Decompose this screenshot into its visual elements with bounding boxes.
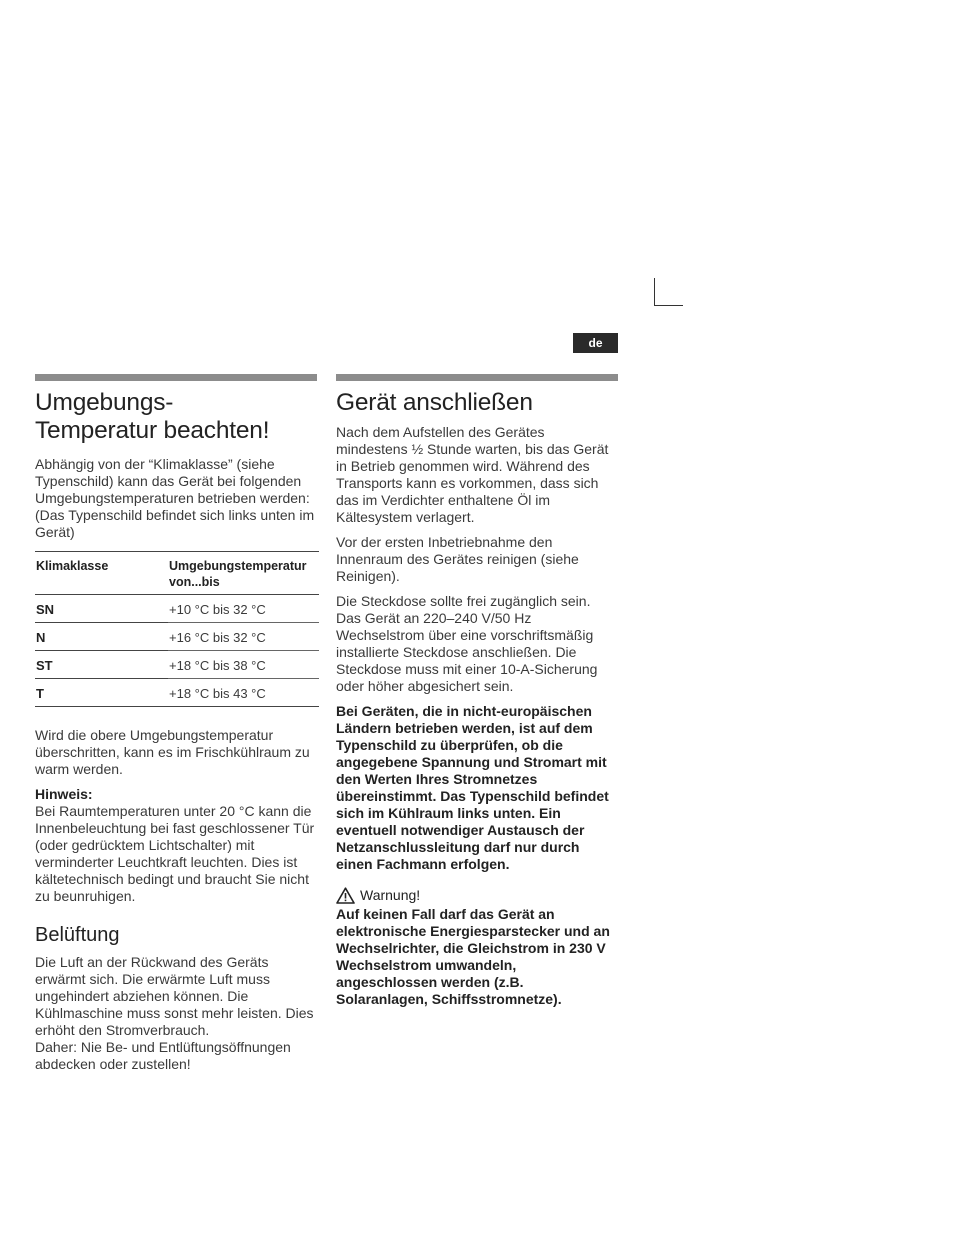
temperature-range-cell: +18 °C bis 38 °C <box>168 651 319 679</box>
table-row <box>35 595 319 623</box>
climate-class-cell: N <box>35 623 168 651</box>
temperature-range-cell: +10 °C bis 32 °C <box>168 595 319 623</box>
column-header-climate-class: Klimaklasse <box>36 559 109 573</box>
right-column <box>336 374 618 1016</box>
column-header-temperature <box>168 552 319 595</box>
table-header-row <box>35 552 319 595</box>
section-heading-ambient-temperature <box>35 389 317 445</box>
table-row <box>35 623 319 651</box>
table-row <box>35 651 319 679</box>
temperature-range-cell: +16 °C bis 32 °C <box>168 623 319 651</box>
language-badge: de <box>573 333 618 353</box>
section-rule <box>35 374 317 381</box>
connect-paragraph-3: Die Steckdose sollte frei zugänglich sein. Das Gerät an 220–240 V/50 Hz Wechselstrom über eine vorschriftsmäßig installierte Steckdose anschließen. Die Steckdose muss mit einer 10-A-Sicherung oder höher abgesichert sein. <box>336 593 598 694</box>
connect-paragraph-1: Nach dem Aufstellen des Gerätes mindestens ½ Stunde warten, bis das Gerät in Betrieb genommen wird. Während des Transports kann es vorkommen, dass sich das im Verdichter enthaltene Öl im Kältesystem verlagert. <box>336 424 609 525</box>
intro-paragraph: Abhängig von der “Klimaklasse” (siehe Typenschild) kann das Gerät bei folgenden Umgebungstemperaturen betrieben werden: <box>35 456 310 506</box>
section-heading-ventilation: Belüftung <box>35 924 120 946</box>
heading-line-2: Temperatur beachten! <box>35 417 270 444</box>
warning-heading <box>336 887 618 904</box>
intro-note: (Das Typenschild befindet sich links unten im Gerät) <box>35 507 315 540</box>
column-header-temperature-line1: Umgebungstemperatur <box>169 559 307 573</box>
ventilation-instruction: Daher: Nie Be- und Entlüftungsöffnungen abdecken oder zustellen! <box>35 1039 291 1072</box>
hint-paragraph: Bei Raumtemperaturen unter 20 °C kann die Innenbeleuchtung bei fast geschlossener Tür (oder gedrücktem Lichtschalter) mit verminderter Leuchtkraft leuchten. Dies ist kältetechnisch bedingt und braucht Sie nicht zu beunruhigen. <box>35 803 315 904</box>
climate-class-cell: ST <box>35 651 168 679</box>
connect-paragraph-2: Vor der ersten Inbetriebnahme den Innenraum des Gerätes reinigen (siehe Reinigen). <box>336 534 579 584</box>
section-rule <box>336 374 618 381</box>
warning-paragraph: Auf keinen Fall darf das Gerät an elektronische Energiesparstecker und an Wechselrichter, die Gleichstrom in 230 V Wechselstrom umwandeln, angeschlossen werden (z.B. Solaranlagen, Schiffsstromnetze). <box>336 906 610 1007</box>
warning-triangle-icon <box>336 887 355 904</box>
crop-mark <box>654 278 683 306</box>
heading-line-1: Umgebungs- <box>35 389 174 416</box>
table-row <box>35 679 319 707</box>
column-header-temperature-line2: von...bis <box>169 575 220 589</box>
section-heading-connect-appliance: Gerät anschließen <box>336 389 533 416</box>
temperature-range-cell: +18 °C bis 43 °C <box>168 679 319 707</box>
ventilation-paragraph: Die Luft an der Rückwand des Geräts erwärmt sich. Die erwärmte Luft muss ungehindert abziehen können. Die Kühlmaschine muss sonst mehr leisten. Dies erhöht den Stromverbrauch. <box>35 954 314 1038</box>
left-column <box>35 374 317 1081</box>
climate-class-cell: T <box>35 679 168 707</box>
hint-label: Hinweis: <box>35 786 93 802</box>
climate-class-cell: SN <box>35 595 168 623</box>
climate-class-table <box>35 551 319 707</box>
warning-label: Warnung! <box>360 887 421 903</box>
non-european-note: Bei Geräten, die in nicht-europäischen Ländern betrieben werden, ist auf dem Typenschild zu überprüfen, ob die angegebene Spannung und Stromart mit den Werten Ihres Stromnetzes übereinstimmt. Das Typenschild befindet sich im Kühlraum links unten. Ein eventuell notwendiger Austausch der Netzanschlussleitung darf nur durch einen Fachmann erfolgen. <box>336 703 609 872</box>
overheat-paragraph: Wird die obere Umgebungstemperatur überschritten, kann es im Frischkühlraum zu warm werden. <box>35 727 310 777</box>
